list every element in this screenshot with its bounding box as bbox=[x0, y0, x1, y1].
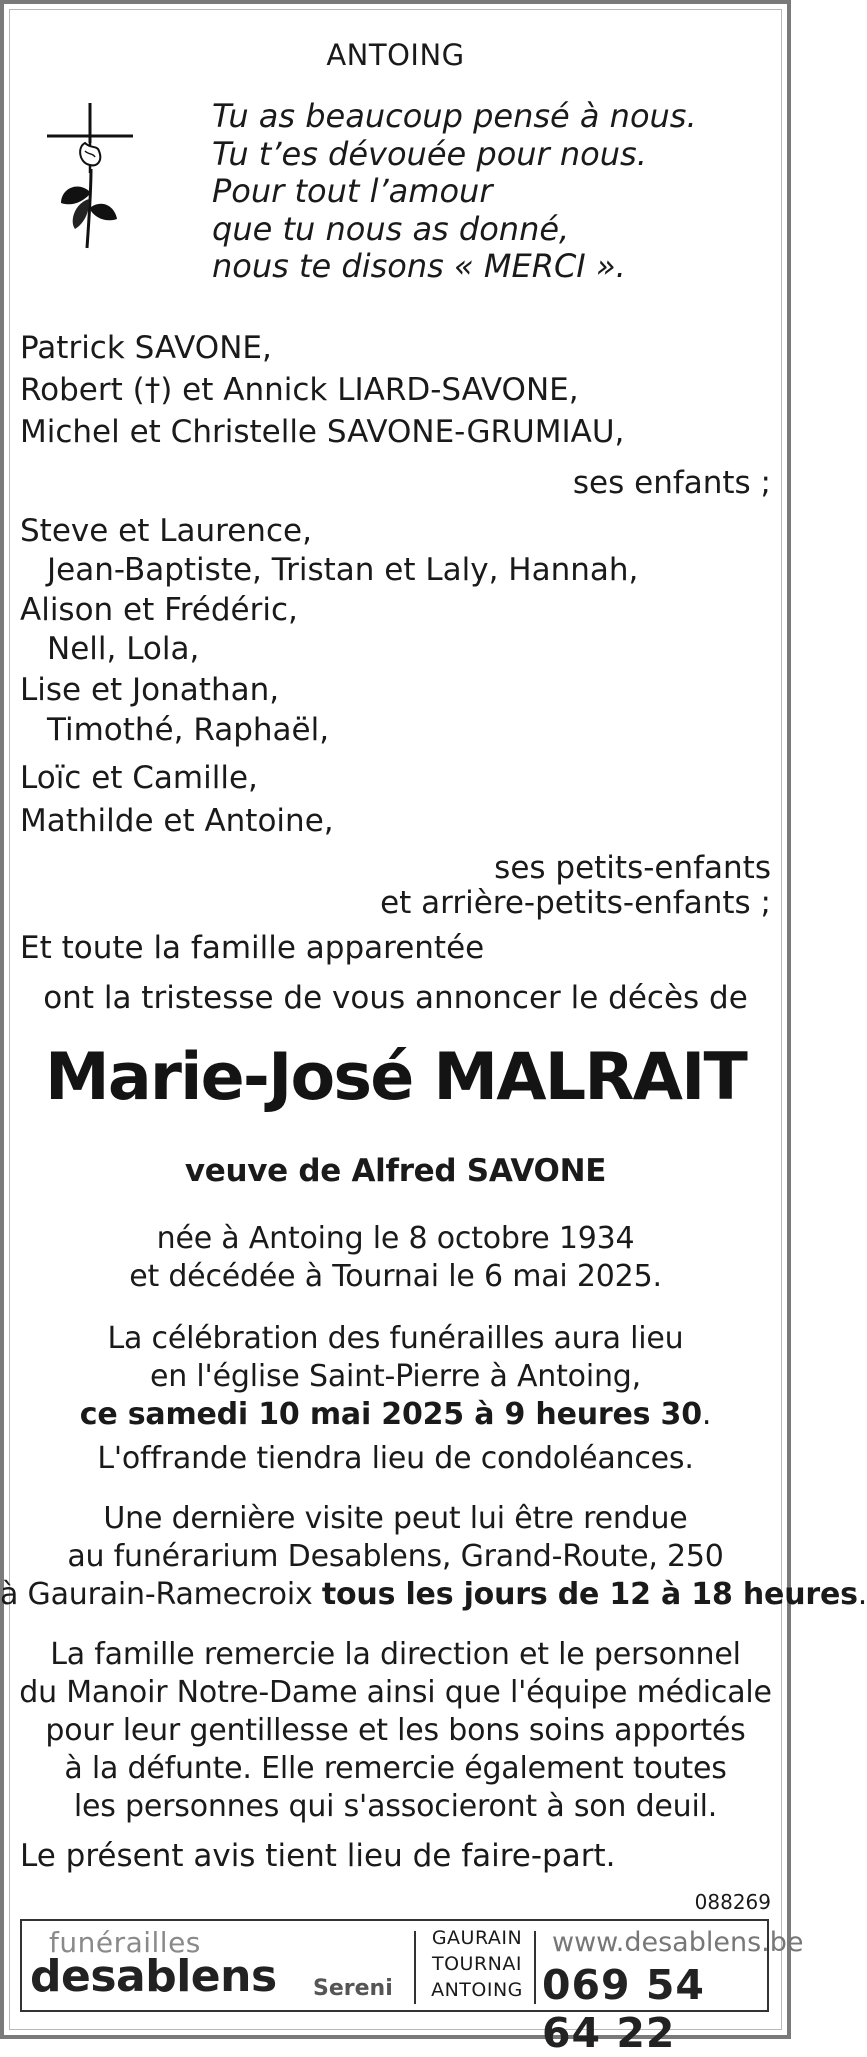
grandchild-line: Timothé, Raphaël, bbox=[47, 712, 330, 748]
thanks-line: les personnes qui s'associeront à son deuil. bbox=[73, 1789, 718, 1824]
brand-main: desablens bbox=[30, 1951, 277, 2002]
visit-line: au funérarium Desablens, Grand-Route, 250 bbox=[67, 1539, 724, 1574]
thanks-line: à la défunte. Elle remercie également toutes bbox=[64, 1751, 727, 1786]
thanks-block bbox=[0, 1636, 791, 1826]
poem-line: que tu nous as donné, bbox=[212, 209, 570, 248]
ceremony-time-line bbox=[0, 1396, 791, 1434]
dates-block bbox=[0, 1220, 791, 1296]
brand-top: funérailles bbox=[49, 1926, 201, 1959]
ceremony-block bbox=[0, 1320, 791, 1434]
visit-block bbox=[0, 1500, 867, 1614]
footer-website: www.desablens.be bbox=[552, 1927, 804, 1958]
closing-line: Le présent avis tient lieu de faire-part. bbox=[20, 1838, 616, 1874]
widow-of: veuve de Alfred SAVONE bbox=[184, 1153, 607, 1189]
visit-line: Une dernière visite peut lui être rendue bbox=[103, 1501, 688, 1536]
child-line: Patrick SAVONE, bbox=[20, 330, 272, 366]
visit-place: à Gaurain-Ramecroix bbox=[0, 1577, 322, 1612]
grandchild-line: Loïc et Camille, bbox=[20, 760, 258, 796]
poem-line: Tu as beaucoup pensé à nous. bbox=[212, 97, 697, 135]
footer-towns bbox=[426, 1925, 528, 2003]
poem bbox=[212, 98, 697, 286]
family-line: Et toute la famille apparentée bbox=[20, 930, 485, 966]
poem-line: Pour tout l’amour bbox=[212, 172, 493, 210]
death-line: et décédée à Tournai le 6 mai 2025. bbox=[129, 1259, 662, 1294]
great-grandchildren-role: et arrière-petits-enfants ; bbox=[380, 885, 771, 921]
offering-line: L'offrande tiendra lieu de condoléances. bbox=[97, 1441, 694, 1476]
footer-phone: 069 54 64 22 bbox=[542, 1961, 705, 2057]
visit-hours: tous les jours de 12 à 18 heures bbox=[321, 1577, 858, 1612]
visit-period: . bbox=[857, 1577, 867, 1612]
grandchild-line: Alison et Frédéric, bbox=[20, 592, 298, 628]
grandchild-line: Jean-Baptiste, Tristan et Laly, Hannah, bbox=[47, 552, 639, 588]
brand-sub: Sereni bbox=[313, 1976, 393, 2001]
announce-line: ont la tristesse de vous annoncer le décès de bbox=[43, 980, 748, 1016]
funeral-home-footer bbox=[20, 1919, 804, 2057]
grandchild-line: Nell, Lola, bbox=[47, 631, 200, 667]
footer-town: TOURNAI bbox=[432, 1953, 522, 1975]
ceremony-line: en l'église Saint-Pierre à Antoing, bbox=[150, 1359, 641, 1394]
ceremony-line: La célébration des funérailles aura lieu bbox=[107, 1321, 684, 1356]
deceased-name: Marie-José MALRAIT bbox=[44, 1040, 747, 1115]
footer-divider bbox=[534, 1931, 536, 2004]
child-line: Michel et Christelle SAVONE-GRUMIAU, bbox=[20, 414, 625, 450]
children-role: ses enfants ; bbox=[572, 465, 771, 501]
thanks-line: du Manoir Notre-Dame ainsi que l'équipe médicale bbox=[19, 1675, 772, 1710]
town-title: ANTOING bbox=[326, 38, 465, 72]
grandchildren-role: ses petits-enfants bbox=[494, 850, 771, 886]
thanks-line: La famille remercie la direction et le personnel bbox=[50, 1637, 741, 1672]
poem-line: nous te disons « MERCI ». bbox=[212, 247, 626, 285]
cross-rose-icon bbox=[47, 103, 133, 248]
reference-number: 088269 bbox=[694, 1890, 771, 1914]
footer-divider bbox=[414, 1931, 416, 2004]
ceremony-period: . bbox=[701, 1397, 712, 1432]
visit-hours-line bbox=[0, 1576, 867, 1614]
grandchild-line: Lise et Jonathan, bbox=[20, 672, 280, 708]
footer-town: ANTOING bbox=[431, 1979, 523, 2001]
footer-town: GAURAIN bbox=[431, 1927, 523, 1949]
child-line: Robert (†) et Annick LIARD-SAVONE, bbox=[20, 372, 579, 408]
thanks-line: pour leur gentillesse et les bons soins apportés bbox=[45, 1713, 746, 1748]
birth-line: née à Antoing le 8 octobre 1934 bbox=[156, 1221, 635, 1256]
ceremony-time: ce samedi 10 mai 2025 à 9 heures 30 bbox=[79, 1397, 702, 1432]
grandchild-line: Steve et Laurence, bbox=[20, 513, 312, 549]
poem-line: Tu t’es dévouée pour nous. bbox=[212, 134, 647, 173]
grandchild-line: Mathilde et Antoine, bbox=[20, 803, 334, 839]
